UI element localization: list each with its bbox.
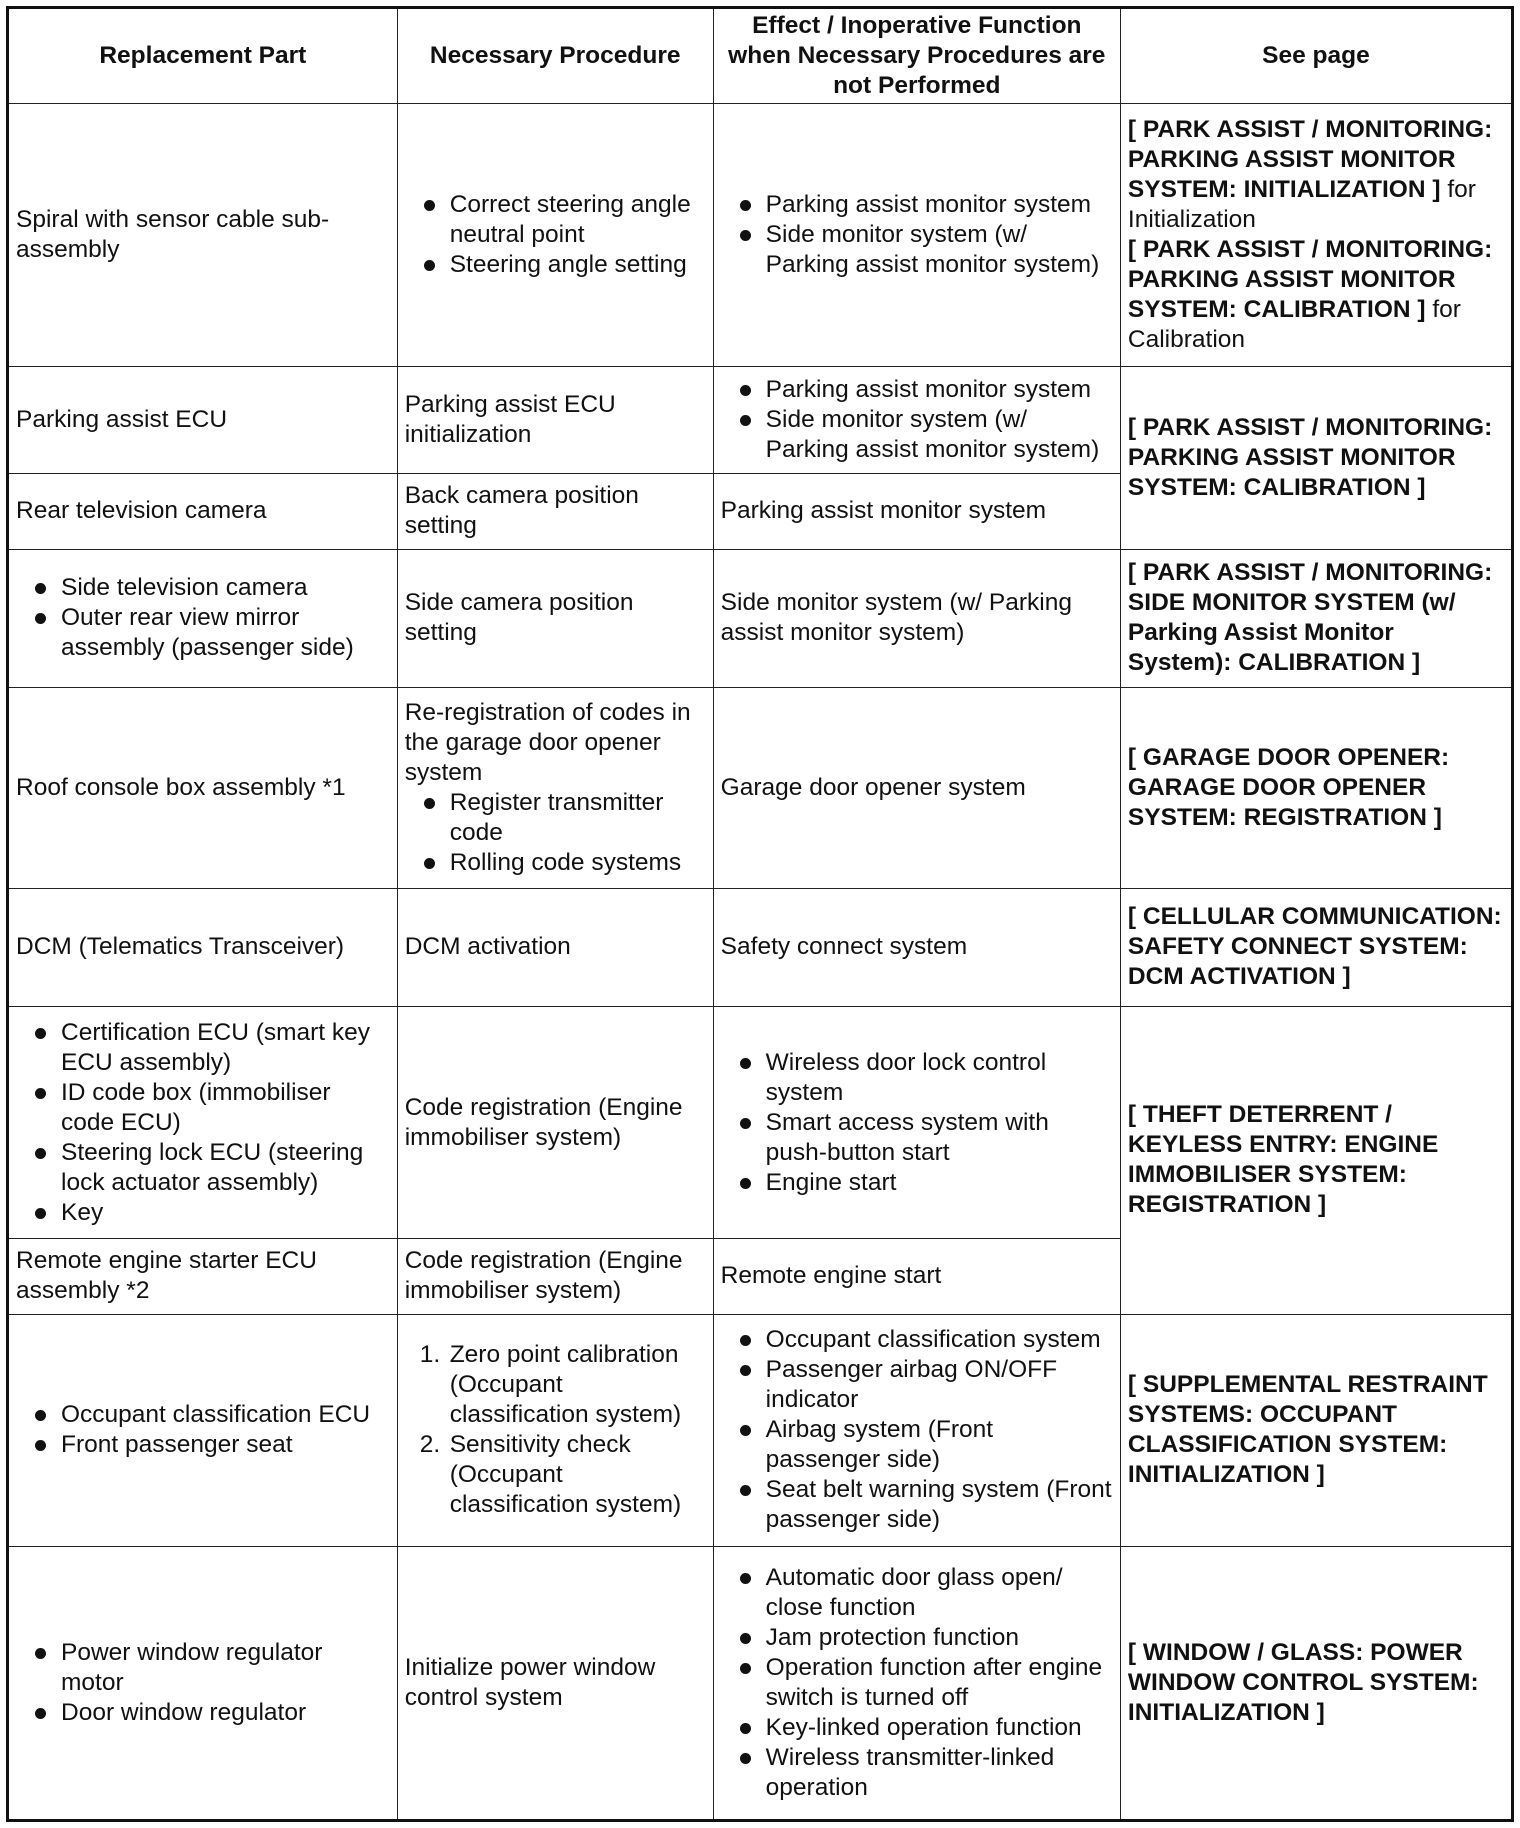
see-page-cell xyxy=(1120,1007,1512,1315)
procedure-cell: Code registration (Engine immobiliser system) xyxy=(397,1007,713,1239)
list-item: Occupant classification system xyxy=(721,1325,1113,1355)
reference-link[interactable]: [ CELLULAR COMMUNICATION: SAFETY CONNECT SYSTEM: DCM ACTIVATION ] xyxy=(1127,903,1502,991)
list-item: Front passenger seat xyxy=(16,1430,390,1460)
header-necessary-procedure: Necessary Procedure xyxy=(397,8,713,104)
list-item: Wireless transmitter-linked operation xyxy=(721,1743,1113,1803)
effect-cell: Side monitor system (w/ Parking assist monitor system) xyxy=(713,549,1120,687)
header-effect xyxy=(713,8,1120,104)
step-number: 1. xyxy=(419,1341,441,1369)
reference-link[interactable]: [ WINDOW / GLASS: POWER WINDOW CONTROL SYSTEM: INITIALIZATION ] xyxy=(1127,1638,1479,1726)
list-item: Passenger airbag ON/OFF indicator xyxy=(721,1355,1113,1415)
see-page-cell xyxy=(1120,688,1512,889)
list-item xyxy=(405,1340,706,1430)
step-text: Zero point calibration (Occupant classification system) xyxy=(449,1341,682,1429)
list-item: Wireless door lock control system xyxy=(721,1048,1113,1108)
part-cell: Roof console box assembly *1 xyxy=(8,688,398,889)
procedure-intro: Re-registration of codes in the garage door opener system xyxy=(404,698,691,786)
list-item: Correct steering angle neutral point xyxy=(405,190,706,250)
part-cell xyxy=(8,1314,398,1546)
list-item: Parking assist monitor system xyxy=(721,375,1113,405)
header-effect-line-1: Effect / Inoperative Function xyxy=(752,12,1082,39)
list-item: Seat belt warning system (Front passenger side) xyxy=(721,1475,1113,1535)
effect-cell xyxy=(713,366,1120,473)
list-item: Key-linked operation function xyxy=(721,1713,1113,1743)
list-item: Airbag system (Front passenger side) xyxy=(721,1415,1113,1475)
part-cell: DCM (Telematics Transceiver) xyxy=(8,888,398,1006)
procedure-cell: Code registration (Engine immobiliser system) xyxy=(397,1238,713,1314)
procedure-cell xyxy=(397,104,713,367)
reference-link[interactable]: [ PARK ASSIST / MONITORING: PARKING ASSIST MONITOR SYSTEM: CALIBRATION ] xyxy=(1127,235,1493,323)
effect-cell xyxy=(713,1546,1120,1820)
list-item: Side monitor system (w/ Parking assist monitor system) xyxy=(721,220,1113,280)
table-row xyxy=(8,366,1513,473)
effect-cell: Safety connect system xyxy=(713,888,1120,1006)
part-cell: Rear television camera xyxy=(8,474,398,550)
list-item: Key xyxy=(16,1198,390,1228)
header-see-page: See page xyxy=(1120,8,1512,104)
list-item: Steering lock ECU (steering lock actuator assembly) xyxy=(16,1138,390,1198)
list-item: Operation function after engine switch is turned off xyxy=(721,1653,1113,1713)
procedure-cell: Side camera position setting xyxy=(397,549,713,687)
procedure-cell xyxy=(397,688,713,889)
step-text: Sensitivity check (Occupant classification system) xyxy=(449,1431,682,1519)
effect-cell: Parking assist monitor system xyxy=(713,474,1120,550)
effect-cell xyxy=(713,1314,1120,1546)
list-item: Power window regulator motor xyxy=(16,1638,390,1698)
list-item: Occupant classification ECU xyxy=(16,1400,390,1430)
table-row xyxy=(8,1007,1513,1239)
list-item: Steering angle setting xyxy=(405,250,706,280)
procedure-cell: Initialize power window control system xyxy=(397,1546,713,1820)
list-item: Automatic door glass open/ close function xyxy=(721,1563,1113,1623)
table-row xyxy=(8,888,1513,1006)
list-item: Rolling code systems xyxy=(405,848,706,878)
list-item: Smart access system with push-button start xyxy=(721,1108,1113,1168)
part-cell: Spiral with sensor cable sub-assembly xyxy=(8,104,398,367)
header-replacement-part: Replacement Part xyxy=(8,8,398,104)
list-item: Outer rear view mirror assembly (passenger side) xyxy=(16,603,390,663)
reference-note: for Calibration xyxy=(1127,295,1461,353)
see-page-cell xyxy=(1120,888,1512,1006)
see-page-cell xyxy=(1120,1314,1512,1546)
list-item: Jam protection function xyxy=(721,1623,1113,1653)
list-item: ID code box (immobiliser code ECU) xyxy=(16,1078,390,1138)
effect-cell xyxy=(713,1007,1120,1239)
reference-link[interactable]: [ PARK ASSIST / MONITORING: PARKING ASSIST MONITOR SYSTEM: INITIALIZATION ] xyxy=(1127,115,1493,203)
table-row xyxy=(8,549,1513,687)
list-item: Certification ECU (smart key ECU assembly) xyxy=(16,1018,390,1078)
procedure-cell: DCM activation xyxy=(397,888,713,1006)
list-item: Engine start xyxy=(721,1168,1113,1198)
effect-cell: Remote engine start xyxy=(713,1238,1120,1314)
see-page-cell xyxy=(1120,549,1512,687)
table-row xyxy=(8,688,1513,889)
list-item: Door window regulator xyxy=(16,1698,390,1728)
reference-link[interactable]: [ GARAGE DOOR OPENER: GARAGE DOOR OPENER SYSTEM: REGISTRATION ] xyxy=(1127,743,1450,831)
table-row xyxy=(8,104,1513,367)
list-item: Register transmitter code xyxy=(405,788,706,848)
list-item xyxy=(405,1430,706,1520)
see-page-cell xyxy=(1120,1546,1512,1820)
part-cell xyxy=(8,1007,398,1239)
procedure-cell: Back camera position setting xyxy=(397,474,713,550)
header-row xyxy=(8,8,1513,104)
part-cell: Remote engine starter ECU assembly *2 xyxy=(8,1238,398,1314)
see-page-cell xyxy=(1120,104,1512,367)
replacement-procedure-table xyxy=(6,6,1514,1822)
see-page-cell xyxy=(1120,366,1512,549)
procedure-cell: Parking assist ECU initialization xyxy=(397,366,713,473)
reference-link[interactable]: [ PARK ASSIST / MONITORING: PARKING ASSIST MONITOR SYSTEM: CALIBRATION ] xyxy=(1127,413,1493,501)
list-item: Side television camera xyxy=(16,573,390,603)
effect-cell xyxy=(713,104,1120,367)
procedure-cell xyxy=(397,1314,713,1546)
step-number: 2. xyxy=(419,1431,441,1459)
list-item: Parking assist monitor system xyxy=(721,190,1113,220)
list-item: Side monitor system (w/ Parking assist monitor system) xyxy=(721,405,1113,465)
part-cell: Parking assist ECU xyxy=(8,366,398,473)
effect-cell: Garage door opener system xyxy=(713,688,1120,889)
reference-note: for Initialization xyxy=(1127,175,1476,233)
reference-link[interactable]: [ THEFT DETERRENT / KEYLESS ENTRY: ENGINE IMMOBILISER SYSTEM: REGISTRATION ] xyxy=(1127,1101,1439,1219)
part-cell xyxy=(8,1546,398,1820)
part-cell xyxy=(8,549,398,687)
reference-link[interactable]: [ PARK ASSIST / MONITORING: SIDE MONITOR SYSTEM (w/ Parking Assist Monitor System): CALIBRATION ] xyxy=(1127,559,1493,677)
table-row xyxy=(8,1546,1513,1820)
table-row xyxy=(8,1314,1513,1546)
header-effect-line-3: not Performed xyxy=(833,72,1001,99)
reference-link[interactable]: [ SUPPLEMENTAL RESTRAINT SYSTEMS: OCCUPANT CLASSIFICATION SYSTEM: INITIALIZATION ] xyxy=(1127,1371,1488,1489)
header-effect-line-2: when Necessary Procedures are xyxy=(728,42,1106,69)
